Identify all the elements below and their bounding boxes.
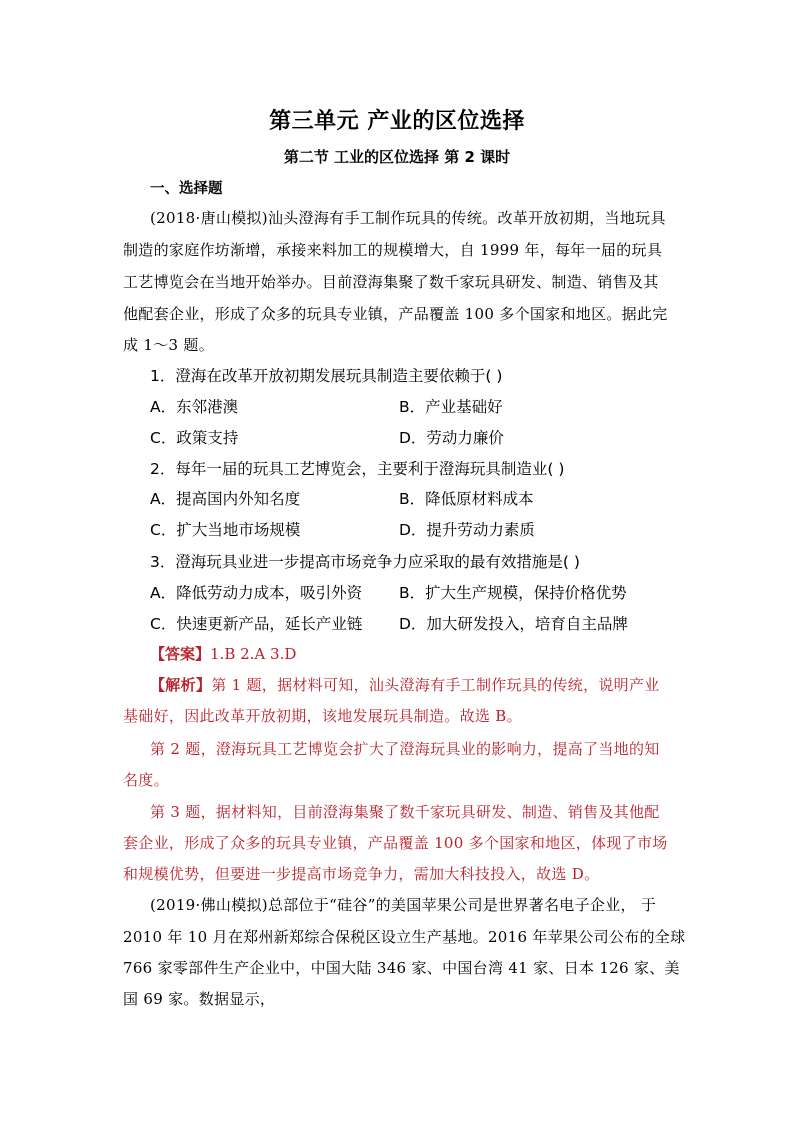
- lesson-title: 第二节 工业的区位选择 第 2 课时: [283, 148, 511, 166]
- analysis-line: 套企业，形成了众多的玩具专业镇，产品覆盖 100 多个国家和地区，体现了市场: [123, 834, 668, 852]
- option-b: B．扩大生产规模，保持价格优势: [399, 584, 627, 602]
- option-d: D．劳动力廉价: [399, 429, 504, 447]
- analysis-line: [150, 674, 660, 695]
- analysis-text: 第 1 题，据材料可知，汕头澄海有手工制作玩具的传统，说明产业: [211, 676, 660, 694]
- analysis-line: 第 2 题，澄海玩具工艺博览会扩大了澄海玩具业的影响力，提高了当地的知: [150, 740, 660, 758]
- option-c: C．扩大当地市场规模: [150, 521, 301, 539]
- material-1-line: (2018·唐山模拟)汕头澄海有手工制作玩具的传统。改革开放初期，当地玩具: [150, 209, 666, 227]
- option-a: A．东邻港澳: [150, 398, 239, 416]
- section-heading: 一、选择题: [150, 181, 223, 197]
- material-2-line: 2010 年 10 月在郑州新郑综合保税区设立生产基地。2016 年苹果公司公布的全球: [123, 928, 686, 946]
- material-1-line: 成 1～3 题。: [123, 336, 215, 354]
- unit-title: 第三单元 产业的区位选择: [269, 109, 525, 134]
- answer-text: 1.B 2.A 3.D: [210, 645, 297, 663]
- option-a: A．提高国内外知名度: [150, 490, 301, 508]
- option-c: C．政策支持: [150, 429, 239, 447]
- question-stem: 2．每年一届的玩具工艺博览会，主要利于澄海玩具制造业( ): [150, 460, 565, 478]
- material-2-line: 国 69 家。数据显示，: [123, 990, 276, 1008]
- option-b: B．产业基础好: [399, 398, 503, 416]
- material-2-line: 766 家零部件生产企业中，中国大陆 346 家、中国台湾 41 家、日本 126 家、美: [123, 959, 680, 977]
- option-a: A．降低劳动力成本，吸引外资: [150, 584, 363, 602]
- analysis-line: 第 3 题，据材料知，目前澄海集聚了数千家玩具研发、制造、销售及其他配: [150, 803, 660, 821]
- question-stem: 3．澄海玩具业进一步提高市场竞争力应采取的最有效措施是( ): [150, 553, 580, 571]
- material-1-line: 工艺博览会在当地开始举办。目前澄海集聚了数千家玩具研发、制造、销售及其: [123, 273, 659, 291]
- question-stem: 1．澄海在改革开放初期发展玩具制造主要依赖于( ): [150, 367, 503, 385]
- material-1-line: 他配套企业，形成了众多的玩具专业镇，产品覆盖 100 多个国家和地区。据此完: [123, 305, 668, 323]
- option-c: C．快速更新产品，延长产业链: [150, 615, 363, 633]
- analysis-line: 基础好，因此改革开放初期，该地发展玩具制造。故选 B。: [123, 707, 522, 725]
- answer-line: [150, 643, 296, 664]
- material-1-line: 制造的家庭作坊渐增，承接来料加工的规模增大，自 1999 年，每年一届的玩具: [123, 241, 663, 259]
- analysis-line: 名度。: [123, 771, 169, 789]
- analysis-label: 【解析】: [150, 676, 212, 694]
- option-b: B．降低原材料成本: [399, 490, 534, 508]
- option-d: D．加大研发投入，培育自主品牌: [399, 615, 628, 633]
- analysis-line: 和规模优势，但要进一步提高市场竞争力，需加大科技投入，故选 D。: [123, 865, 600, 883]
- option-d: D．提升劳动力素质: [399, 521, 535, 539]
- material-2-line: (2019·佛山模拟)总部位于“硅谷”的美国苹果公司是世界著名电子企业， 于: [150, 896, 657, 914]
- answer-label: 【答案】: [150, 645, 211, 663]
